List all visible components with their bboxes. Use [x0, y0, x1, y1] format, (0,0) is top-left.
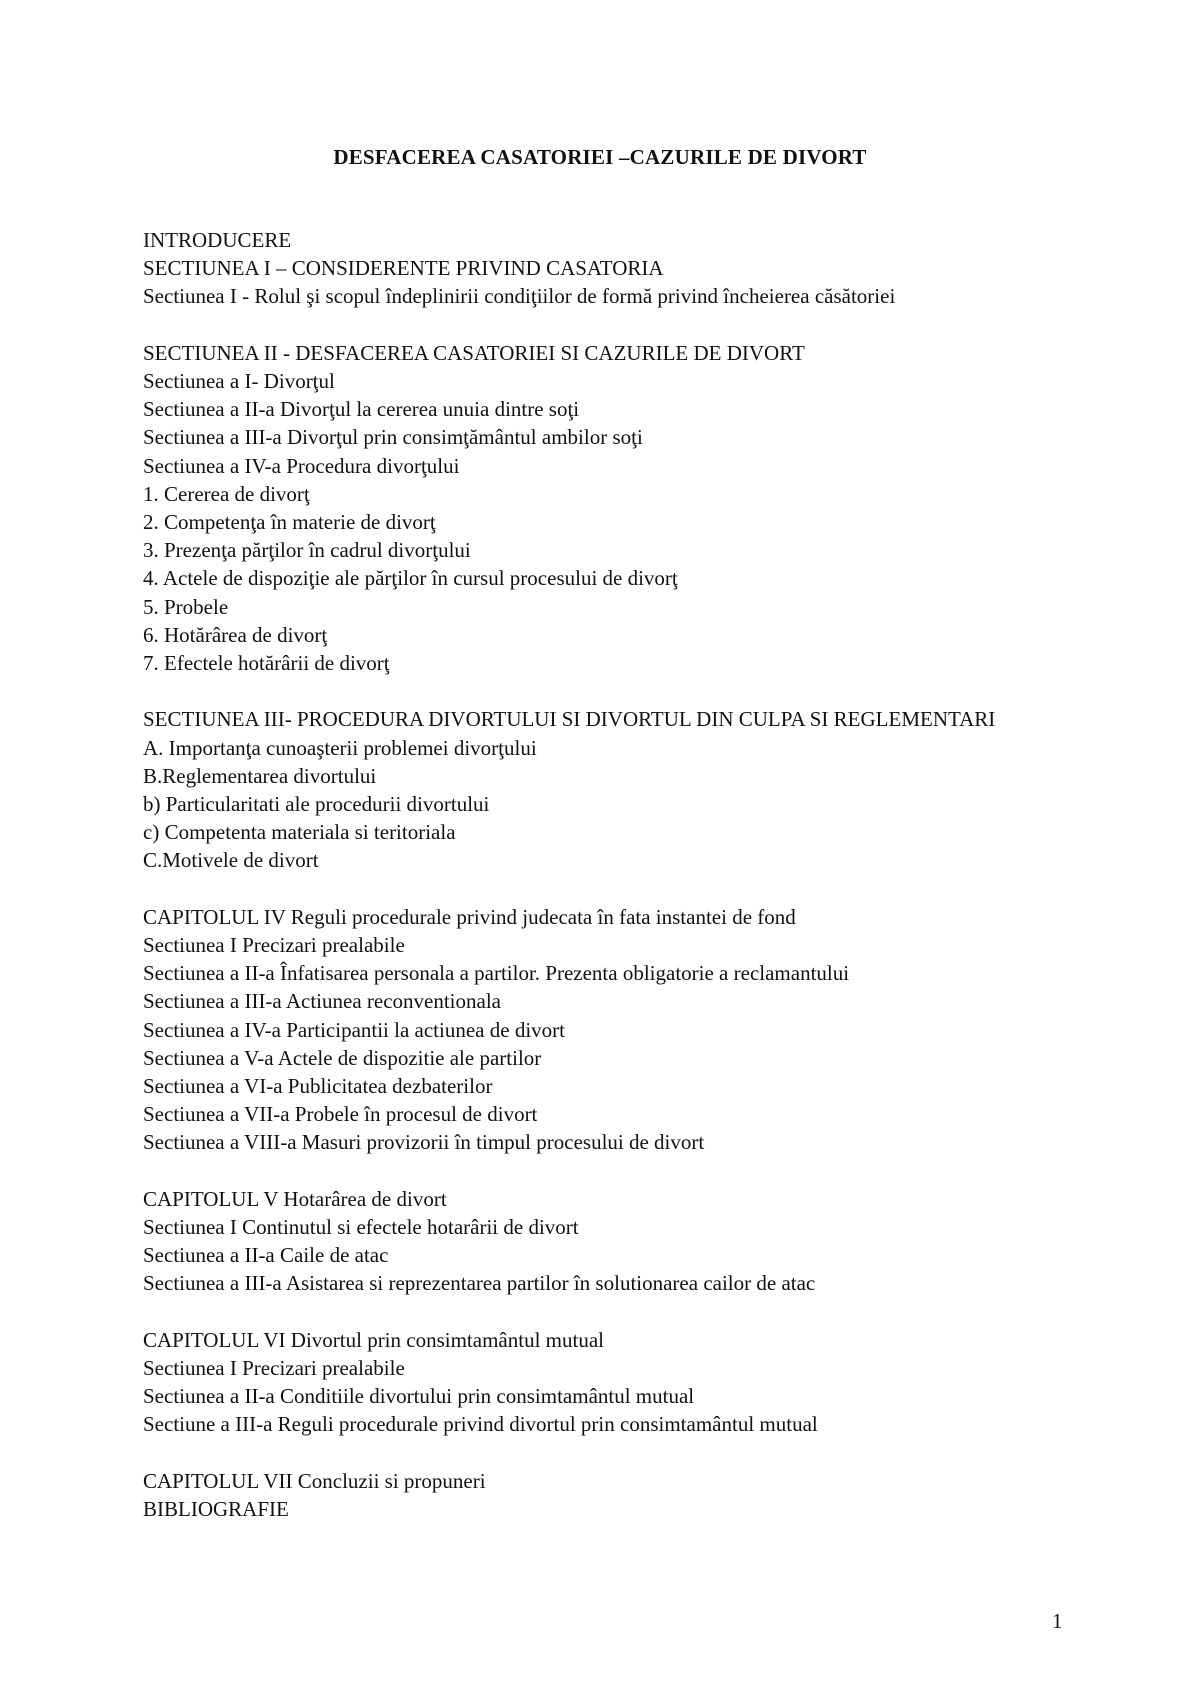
toc-line: CAPITOLUL VII Concluzii si propuneri [143, 1468, 486, 1493]
toc-line: 1. Cererea de divorţ [143, 481, 310, 506]
toc-line: Sectiunea a II-a Înfatisarea personala a partilor. Prezenta obligatorie a reclamantului [143, 961, 850, 986]
toc-block-section-2 [143, 339, 1153, 677]
toc-line: Sectiunea a III-a Asistarea si reprezentarea partilor în solutionarea cailor de atac [143, 1271, 816, 1296]
toc-line: CAPITOLUL IV Reguli procedurale privind judecata în fata instantei de fond [143, 904, 796, 929]
toc-line: 6. Hotărârea de divorţ [143, 622, 328, 647]
toc-line: Sectiunea I - Rolul şi scopul îndeplinirii condiţiilor de formă privind încheierea căsătoriei [143, 284, 896, 309]
toc-line: Sectiunea I Continutul si efectele hotarârii de divort [143, 1215, 579, 1240]
toc-line: CAPITOLUL V Hotarârea de divort [143, 1186, 447, 1211]
toc-line: SECTIUNEA II - DESFACEREA CASATORIEI SI CAZURILE DE DIVORT [143, 340, 805, 365]
toc-line: Sectiunea a IV-a Procedura divorţului [143, 453, 460, 478]
toc-line: B.Reglementarea divortului [143, 763, 377, 788]
table-of-contents [143, 226, 1153, 1551]
toc-line: Sectiunea I Precizari prealabile [143, 1356, 405, 1381]
toc-line: Sectiunea a VI-a Publicitatea dezbaterilor [143, 1074, 493, 1099]
toc-block-chapter-6 [143, 1326, 1153, 1439]
toc-line: Sectiunea a III-a Divorţul prin consimţământul ambilor soţi [143, 425, 643, 450]
toc-line: C.Motivele de divort [143, 848, 319, 873]
toc-line: BIBLIOGRAFIE [143, 1497, 289, 1522]
document-title: DESFACEREA CASATORIEI –CAZURILE DE DIVORT [333, 145, 867, 169]
toc-line: Sectiunea a II-a Conditiile divortului prin consimtamântul mutual [143, 1384, 695, 1409]
toc-line: 4. Actele de dispoziţie ale părţilor în cursul procesului de divorţ [143, 566, 678, 591]
toc-line: SECTIUNEA III- PROCEDURA DIVORTULUI SI DIVORTUL DIN CULPA SI REGLEMENTARI [143, 707, 996, 732]
toc-block-chapter-4 [143, 903, 1153, 1157]
toc-line: Sectiunea I Precizari prealabile [143, 933, 405, 958]
toc-line: Sectiunea a VII-a Probele în procesul de divort [143, 1102, 538, 1127]
toc-block-section-3 [143, 705, 1153, 874]
toc-line: Sectiunea a V-a Actele de dispozitie ale partilor [143, 1045, 542, 1070]
toc-line: Sectiunea a VIII-a Masuri provizorii în timpul procesului de divort [143, 1130, 705, 1155]
toc-line: 3. Prezenţa părţilor în cadrul divorţului [143, 538, 471, 563]
toc-line: 2. Competenţa în materie de divorţ [143, 510, 436, 535]
toc-line: Sectiune a III-a Reguli procedurale privind divortul prin consimtamântul mutual [143, 1412, 818, 1437]
toc-line: c) Competenta materiala si teritoriala [143, 820, 456, 845]
toc-line: CAPITOLUL VI Divortul prin consimtamântul mutual [143, 1327, 604, 1352]
toc-block-chapter-7 [143, 1467, 1153, 1523]
toc-line: 7. Efectele hotărârii de divorţ [143, 651, 390, 676]
toc-block-introduction [143, 226, 1153, 311]
toc-block-chapter-5 [143, 1185, 1153, 1298]
page-number: 1 [1052, 1609, 1063, 1633]
toc-line: INTRODUCERE [143, 228, 292, 252]
toc-line: Sectiunea a II-a Divorţul la cererea unuia dintre soţi [143, 397, 580, 422]
toc-line: SECTIUNEA I – CONSIDERENTE PRIVIND CASATORIA [143, 256, 664, 281]
toc-line: Sectiunea a II-a Caile de atac [143, 1243, 389, 1268]
toc-line: A. Importanţa cunoaşterii problemei divorţului [143, 735, 537, 760]
toc-line: b) Particularitati ale procedurii divortului [143, 792, 490, 817]
toc-line: Sectiunea a IV-a Participantii la actiunea de divort [143, 1017, 565, 1042]
toc-line: Sectiunea a I- Divorţul [143, 369, 335, 393]
toc-line: 5. Probele [143, 594, 229, 619]
toc-line: Sectiunea a III-a Actiunea reconventionala [143, 989, 501, 1014]
